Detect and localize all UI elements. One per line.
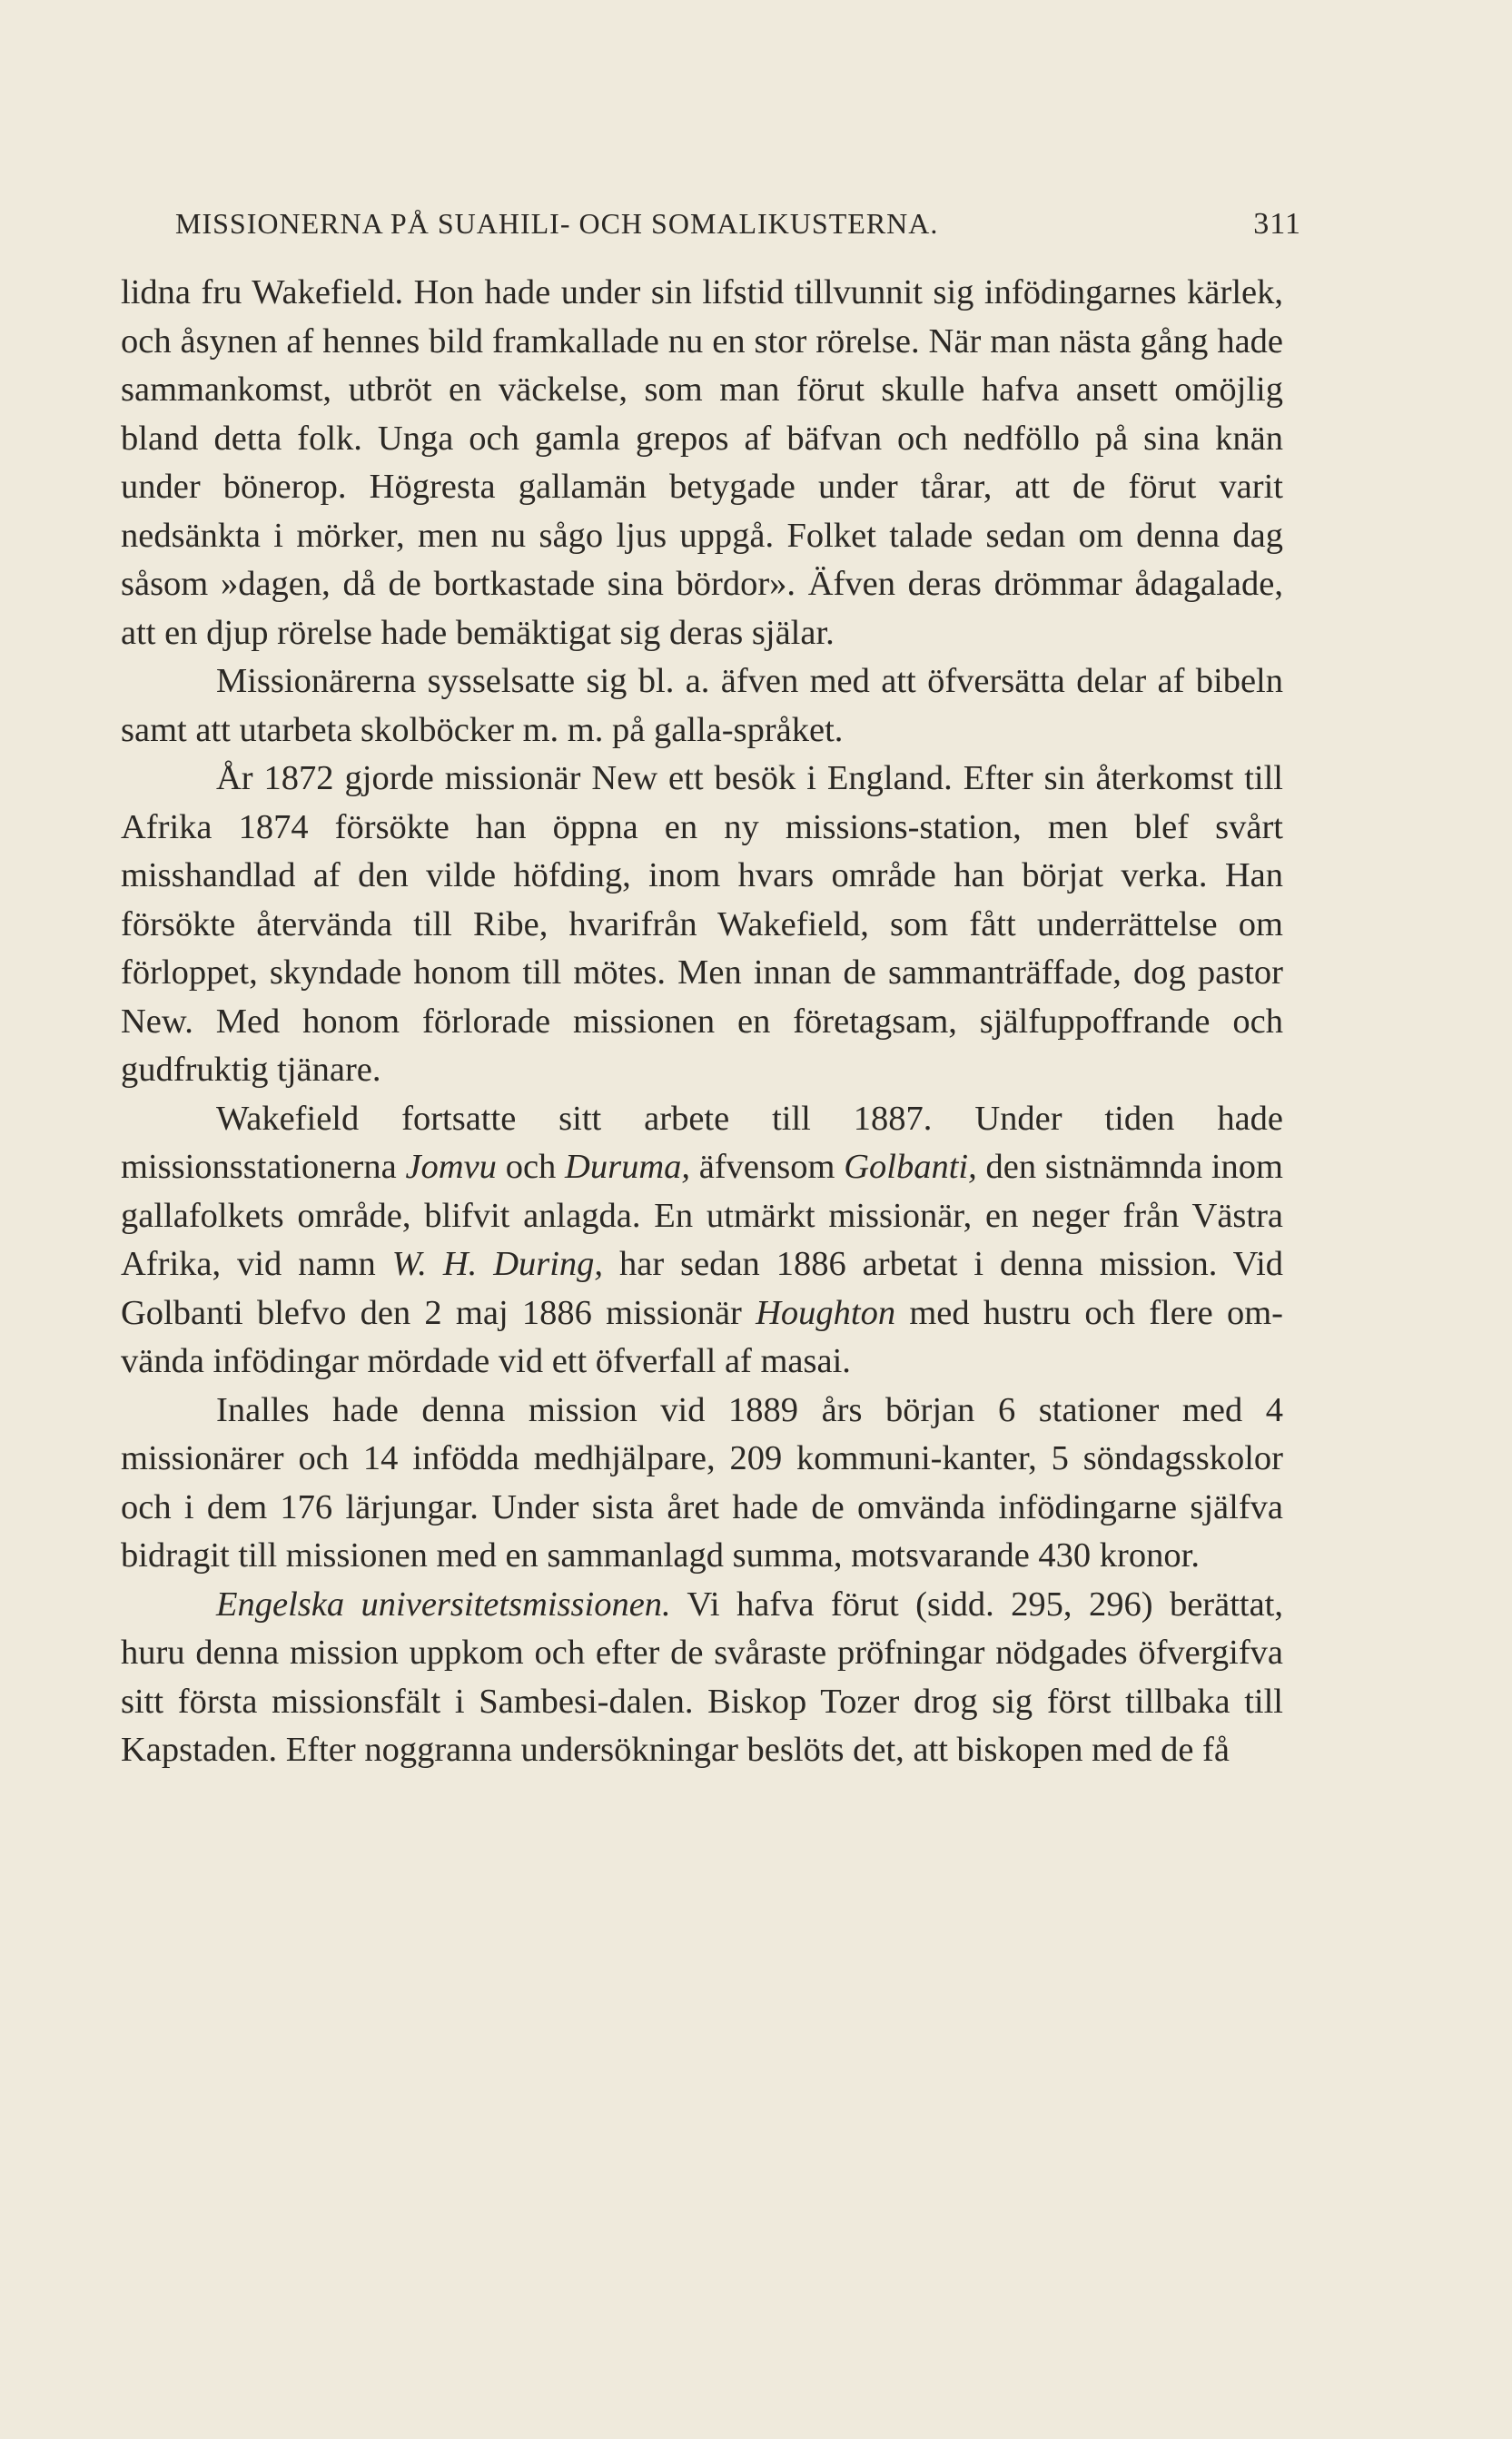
paragraph-3: År 1872 gjorde missionär New ett besök i England. Efter sin återkomst till Afrika 1874 försökte han öppna en ny missions-station, men blef svårt misshandlad af den vilde höfding, inom hvars område han börjat verka. Han försökte återvända till Ribe, hvarifrån Wakefield, som fått underrättelse om förloppet, skyndade honom till mötes. Men innan de sammanträffade, dog pastor New. Med honom förlorade missionen en företagsam, själfuppoffrande och gudfruktig tjänare. <box>121 759 1283 1089</box>
paragraph-5: Inalles hade denna mission vid 1889 års början 6 stationer med 4 missionärer och 14 infödda medhjälpare, 209 kommuni-kanter, 5 söndagsskolor och i dem 176 lärjungar. Under sista året hade de omvända infödingarne själfva bidragit till missionen med en sammanlagd summa, motsvarande 430 kronor. <box>121 1390 1283 1575</box>
page-number: 311 <box>1253 207 1301 241</box>
paragraph-4-text-4: den sistnämnda inom gallafolkets område, blifvit anlagda. En utmärkt missionär, en neger från Västra Afrika, vid namn <box>121 1148 1283 1283</box>
paragraph-4-text-5: har sedan 1886 arbetat i denna mission. Vid Golbanti blefvo den 2 maj 1886 missionär <box>121 1245 1284 1332</box>
paragraph-4-text-3: äfvensom <box>690 1148 845 1186</box>
name-houghton: Houghton <box>756 1293 896 1332</box>
body-text <box>121 269 1283 1775</box>
paragraph-2: Missionärerna sysselsatte sig bl. a. äfven med att öfversätta delar af bibeln samt att utarbeta skolböcker m. m. på galla-språket. <box>121 662 1283 749</box>
paragraph-4 <box>121 1095 1283 1387</box>
section-heading-engelska: Engelska universitetsmissionen. <box>216 1585 671 1624</box>
name-during: W. H. During, <box>391 1245 604 1283</box>
place-golbanti: Golbanti, <box>844 1148 977 1186</box>
place-duruma: Duruma, <box>565 1148 691 1186</box>
paragraph-4-text-6: med hustru och flere om-vända infödingar mördade vid ett öfverfall af masai. <box>121 1293 1284 1380</box>
paragraph-4-text-2: och <box>496 1148 566 1186</box>
paragraph-1: lidna fru Wakefield. Hon hade under sin lifstid tillvunnit sig infödingarnes kärlek, och åsynen af hennes bild framkallade nu en stor rörelse. När man nästa gång hade sammankomst, utbröt en väckelse, som man förut skulle hafva ansett omöjlig bland detta folk. Unga och gamla grepos af bäfvan och nedföllo på sina knän under bönerop. Högresta gallamän betygade under tårar, att de förut varit nedsänkta i mörker, men nu sågo ljus uppgå. Folket talade sedan om denna dag såsom »dagen, då de bortkastade sina bördor». Äfven deras drömmar ådagalade, att en djup rörelse hade bemäktigat sig deras själar. <box>121 273 1283 652</box>
paragraph-6 <box>121 1581 1283 1775</box>
place-jomvu: Jomvu <box>405 1148 497 1186</box>
running-header <box>121 207 1301 251</box>
paragraph-4-text-1: Wakefield fortsatte sitt arbete till 1887. Under tiden hade missionsstationerna <box>121 1099 1283 1186</box>
header-title: MISSIONERNA PÅ SUAHILI- OCH SOMALIKUSTERNA. <box>175 207 939 240</box>
paragraph-6-text-1: Vi hafva förut (sidd. 295, 296) berättat, huru denna mission uppkom och efter de svåraste pröfningar nödgades öfvergifva sitt första missionsfält i Sambesi-dalen. Biskop Tozer drog sig först tillbaka till Kapstaden. Efter noggranna undersökningar beslöts det, att biskopen med de få <box>121 1585 1284 1769</box>
